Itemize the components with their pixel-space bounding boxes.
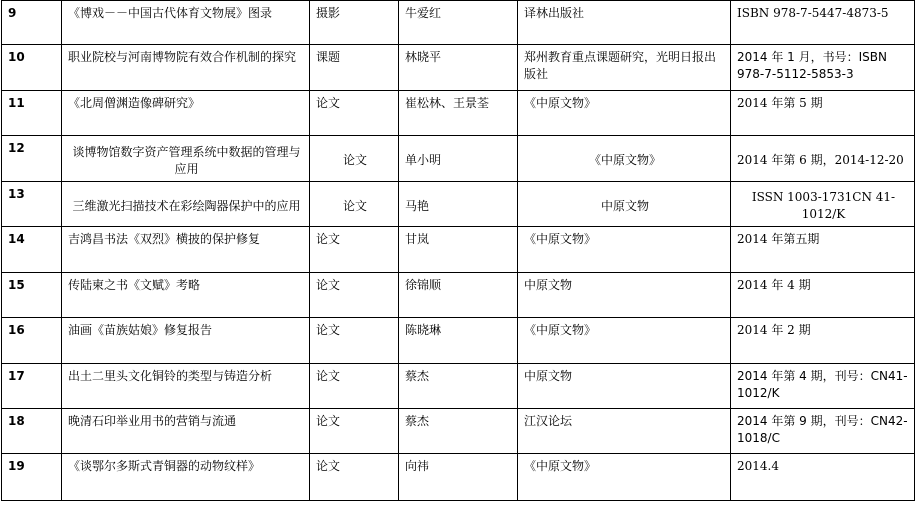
row-number: 19: [2, 454, 62, 501]
author-cell: 马艳: [399, 182, 518, 227]
author-cell: 单小明: [399, 136, 518, 182]
type-cell: 论文: [310, 364, 399, 409]
row-number: 18: [2, 409, 62, 454]
title-cell: 《博戏－－中国古代体育文物展》图录: [62, 1, 310, 45]
table-row: [2, 318, 915, 364]
title-cell: 《谈鄂尔多斯式青铜器的动物纹样》: [62, 454, 310, 501]
author-cell: 蔡杰: [399, 364, 518, 409]
publisher-cell: 江汉论坛: [518, 409, 731, 454]
type-cell: 论文: [310, 454, 399, 501]
publisher-cell: 《中原文物》: [518, 136, 731, 182]
publisher-cell: 《中原文物》: [518, 318, 731, 364]
publication-info-cell: 2014 年 1 月，书号：ISBN 978-7-5112-5853-3: [731, 45, 915, 91]
publisher-cell: 《中原文物》: [518, 454, 731, 501]
publication-info-cell: 2014 年第 5 期: [731, 91, 915, 136]
publisher-cell: 中原文物: [518, 182, 731, 227]
table-row: [2, 364, 915, 409]
title-cell: 三维激光扫描技术在彩绘陶器保护中的应用: [62, 182, 310, 227]
publisher-cell: 《中原文物》: [518, 91, 731, 136]
title-cell: 出土二里头文化铜铃的类型与铸造分析: [62, 364, 310, 409]
title-cell: 《北周僧渊造像碑研究》: [62, 91, 310, 136]
title-cell: 吉鸿昌书法《双烈》横披的保护修复: [62, 227, 310, 273]
type-cell: 论文: [310, 182, 399, 227]
row-number: 13: [2, 182, 62, 227]
publication-info-cell: 2014 年第 6 期，2014-12-20: [731, 136, 915, 182]
type-cell: 论文: [310, 91, 399, 136]
author-cell: 陈晓琳: [399, 318, 518, 364]
table-row: [2, 1, 915, 45]
author-cell: 崔松林、王景荃: [399, 91, 518, 136]
row-number: 11: [2, 91, 62, 136]
type-cell: 论文: [310, 136, 399, 182]
publication-info-cell: ISSN 1003-1731CN 41-1012/K: [731, 182, 915, 227]
title-cell: 晚清石印举业用书的营销与流通: [62, 409, 310, 454]
row-number: 14: [2, 227, 62, 273]
author-cell: 甘岚: [399, 227, 518, 273]
publisher-cell: 《中原文物》: [518, 227, 731, 273]
publication-info-cell: 2014.4: [731, 454, 915, 501]
publication-info-cell: 2014 年第 9 期，刊号：CN42-1018/C: [731, 409, 915, 454]
publisher-cell: 译林出版社: [518, 1, 731, 45]
author-cell: 牛爱红: [399, 1, 518, 45]
row-number: 9: [2, 1, 62, 45]
title-cell: 油画《苗族姑娘》修复报告: [62, 318, 310, 364]
table-row: [2, 273, 915, 318]
author-cell: 蔡杰: [399, 409, 518, 454]
table-row: [2, 409, 915, 454]
publications-table: [1, 0, 915, 501]
table-row: [2, 182, 915, 227]
author-cell: 林晓平: [399, 45, 518, 91]
author-cell: 向祎: [399, 454, 518, 501]
title-cell: 职业院校与河南博物院有效合作机制的探究: [62, 45, 310, 91]
title-cell: 谈博物馆数字资产管理系统中数据的管理与应用: [62, 136, 310, 182]
table-row: [2, 227, 915, 273]
type-cell: 论文: [310, 318, 399, 364]
type-cell: 摄影: [310, 1, 399, 45]
row-number: 10: [2, 45, 62, 91]
publication-info-cell: 2014 年 4 期: [731, 273, 915, 318]
table-row: [2, 454, 915, 501]
publication-info-cell: 2014 年第 4 期，刊号：CN41-1012/K: [731, 364, 915, 409]
publisher-cell: 中原文物: [518, 364, 731, 409]
publisher-cell: 中原文物: [518, 273, 731, 318]
table-row: [2, 91, 915, 136]
type-cell: 论文: [310, 227, 399, 273]
table-row: [2, 136, 915, 182]
publication-info-cell: 2014 年第五期: [731, 227, 915, 273]
publication-info-cell: ISBN 978-7-5447-4873-5: [731, 1, 915, 45]
row-number: 17: [2, 364, 62, 409]
type-cell: 论文: [310, 273, 399, 318]
author-cell: 徐锦顺: [399, 273, 518, 318]
type-cell: 课题: [310, 45, 399, 91]
type-cell: 论文: [310, 409, 399, 454]
publisher-cell: 郑州教育重点课题研究，光明日报出版社: [518, 45, 731, 91]
row-number: 16: [2, 318, 62, 364]
title-cell: 传陆柬之书《文赋》考略: [62, 273, 310, 318]
row-number: 15: [2, 273, 62, 318]
publication-info-cell: 2014 年 2 期: [731, 318, 915, 364]
row-number: 12: [2, 136, 62, 182]
table-row: [2, 45, 915, 91]
